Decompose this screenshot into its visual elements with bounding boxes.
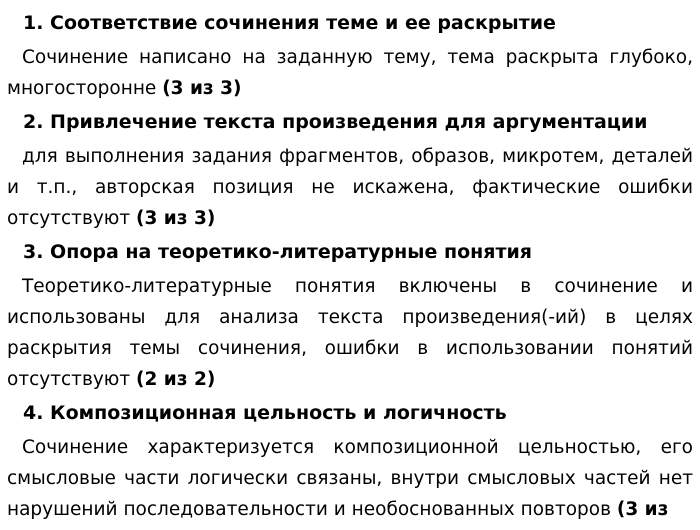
criterion-1	[7, 10, 693, 104]
criterion-2-title: 2. Привлечение текста произведения для аргументации	[23, 111, 648, 133]
criterion-4-title: 4. Композиционная цельность и логичность	[23, 402, 507, 424]
criterion-2-text: для выполнения задания фрагментов, образов, микротем, деталей и т.п., авторская позиция не искажена, фактические ошибки отсутствуют	[7, 146, 693, 229]
criterion-4-text: Сочинение характеризуется композиционной цельностью, его смысловые части логически связаны, внутри смысловых частей нет нарушений последовательности и необоснованных повторов	[7, 437, 693, 520]
criteria-document	[7, 10, 693, 530]
criterion-4-description	[7, 432, 693, 525]
criterion-4	[7, 400, 693, 525]
criterion-3-score: (2 из 2)	[136, 369, 216, 390]
criterion-3-text: Теоретико-литературные понятия включены в сочинение и использованы для анализа текста произведения(-ий) в целях раскрытия темы сочинения, ошибки в использовании понятий отсутствуют	[7, 276, 693, 390]
criterion-3-description	[7, 271, 693, 395]
criterion-1-text: Сочинение написано на заданную тему, тема раскрыта глубоко, многосторонне	[7, 47, 693, 99]
criterion-1-title: 1. Соответствие сочинения теме и ее раскрытие	[23, 12, 556, 34]
criterion-4-score: (3 из	[616, 499, 669, 520]
criterion-2-score: (3 из 3)	[136, 208, 216, 229]
criterion-3-title: 3. Опора на теоретико-литературные понятия	[23, 241, 532, 263]
criterion-1-description	[7, 42, 693, 104]
criterion-2-description	[7, 141, 693, 234]
criterion-2	[7, 109, 693, 234]
criterion-1-score: (3 из 3)	[162, 78, 242, 99]
criterion-3	[7, 239, 693, 395]
